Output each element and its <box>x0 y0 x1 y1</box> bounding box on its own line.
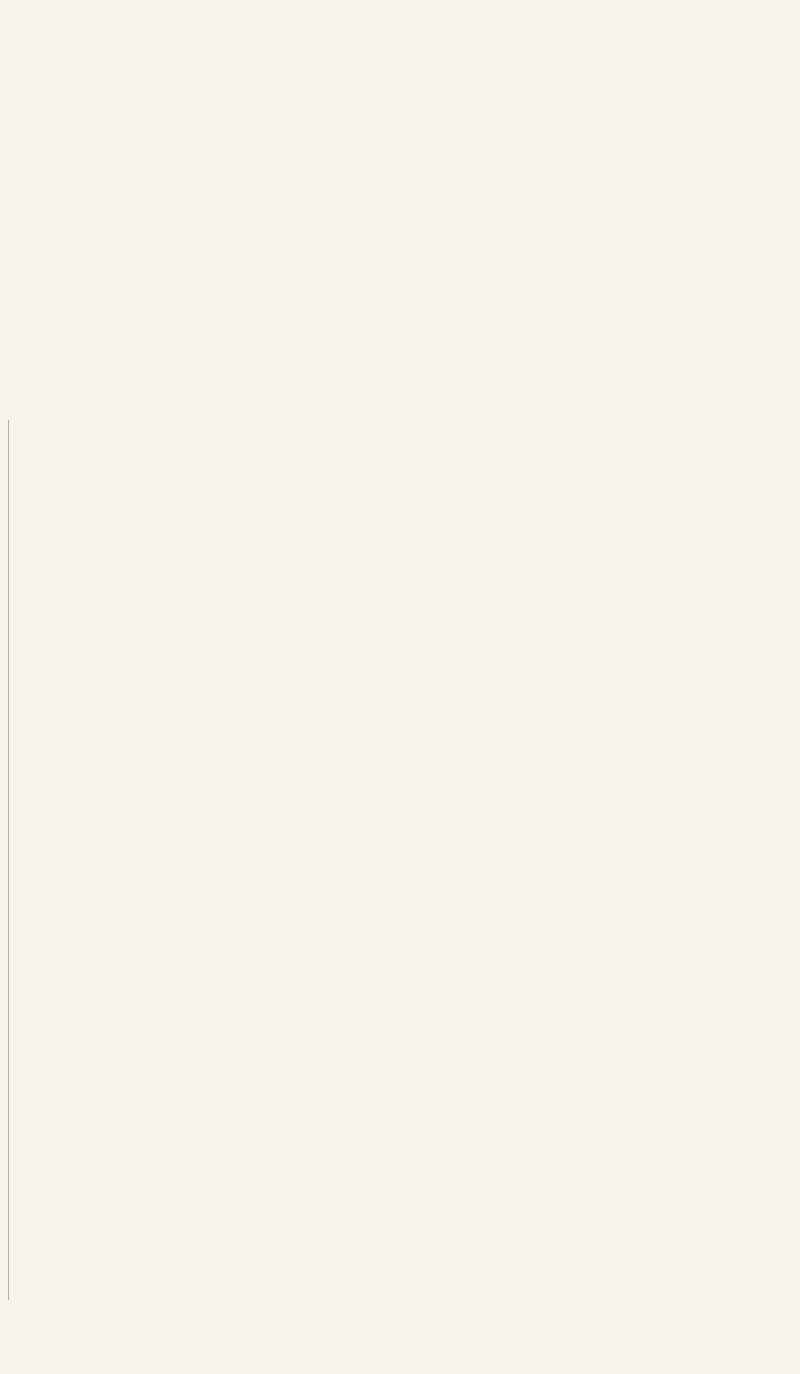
margin-rule <box>8 420 9 1300</box>
